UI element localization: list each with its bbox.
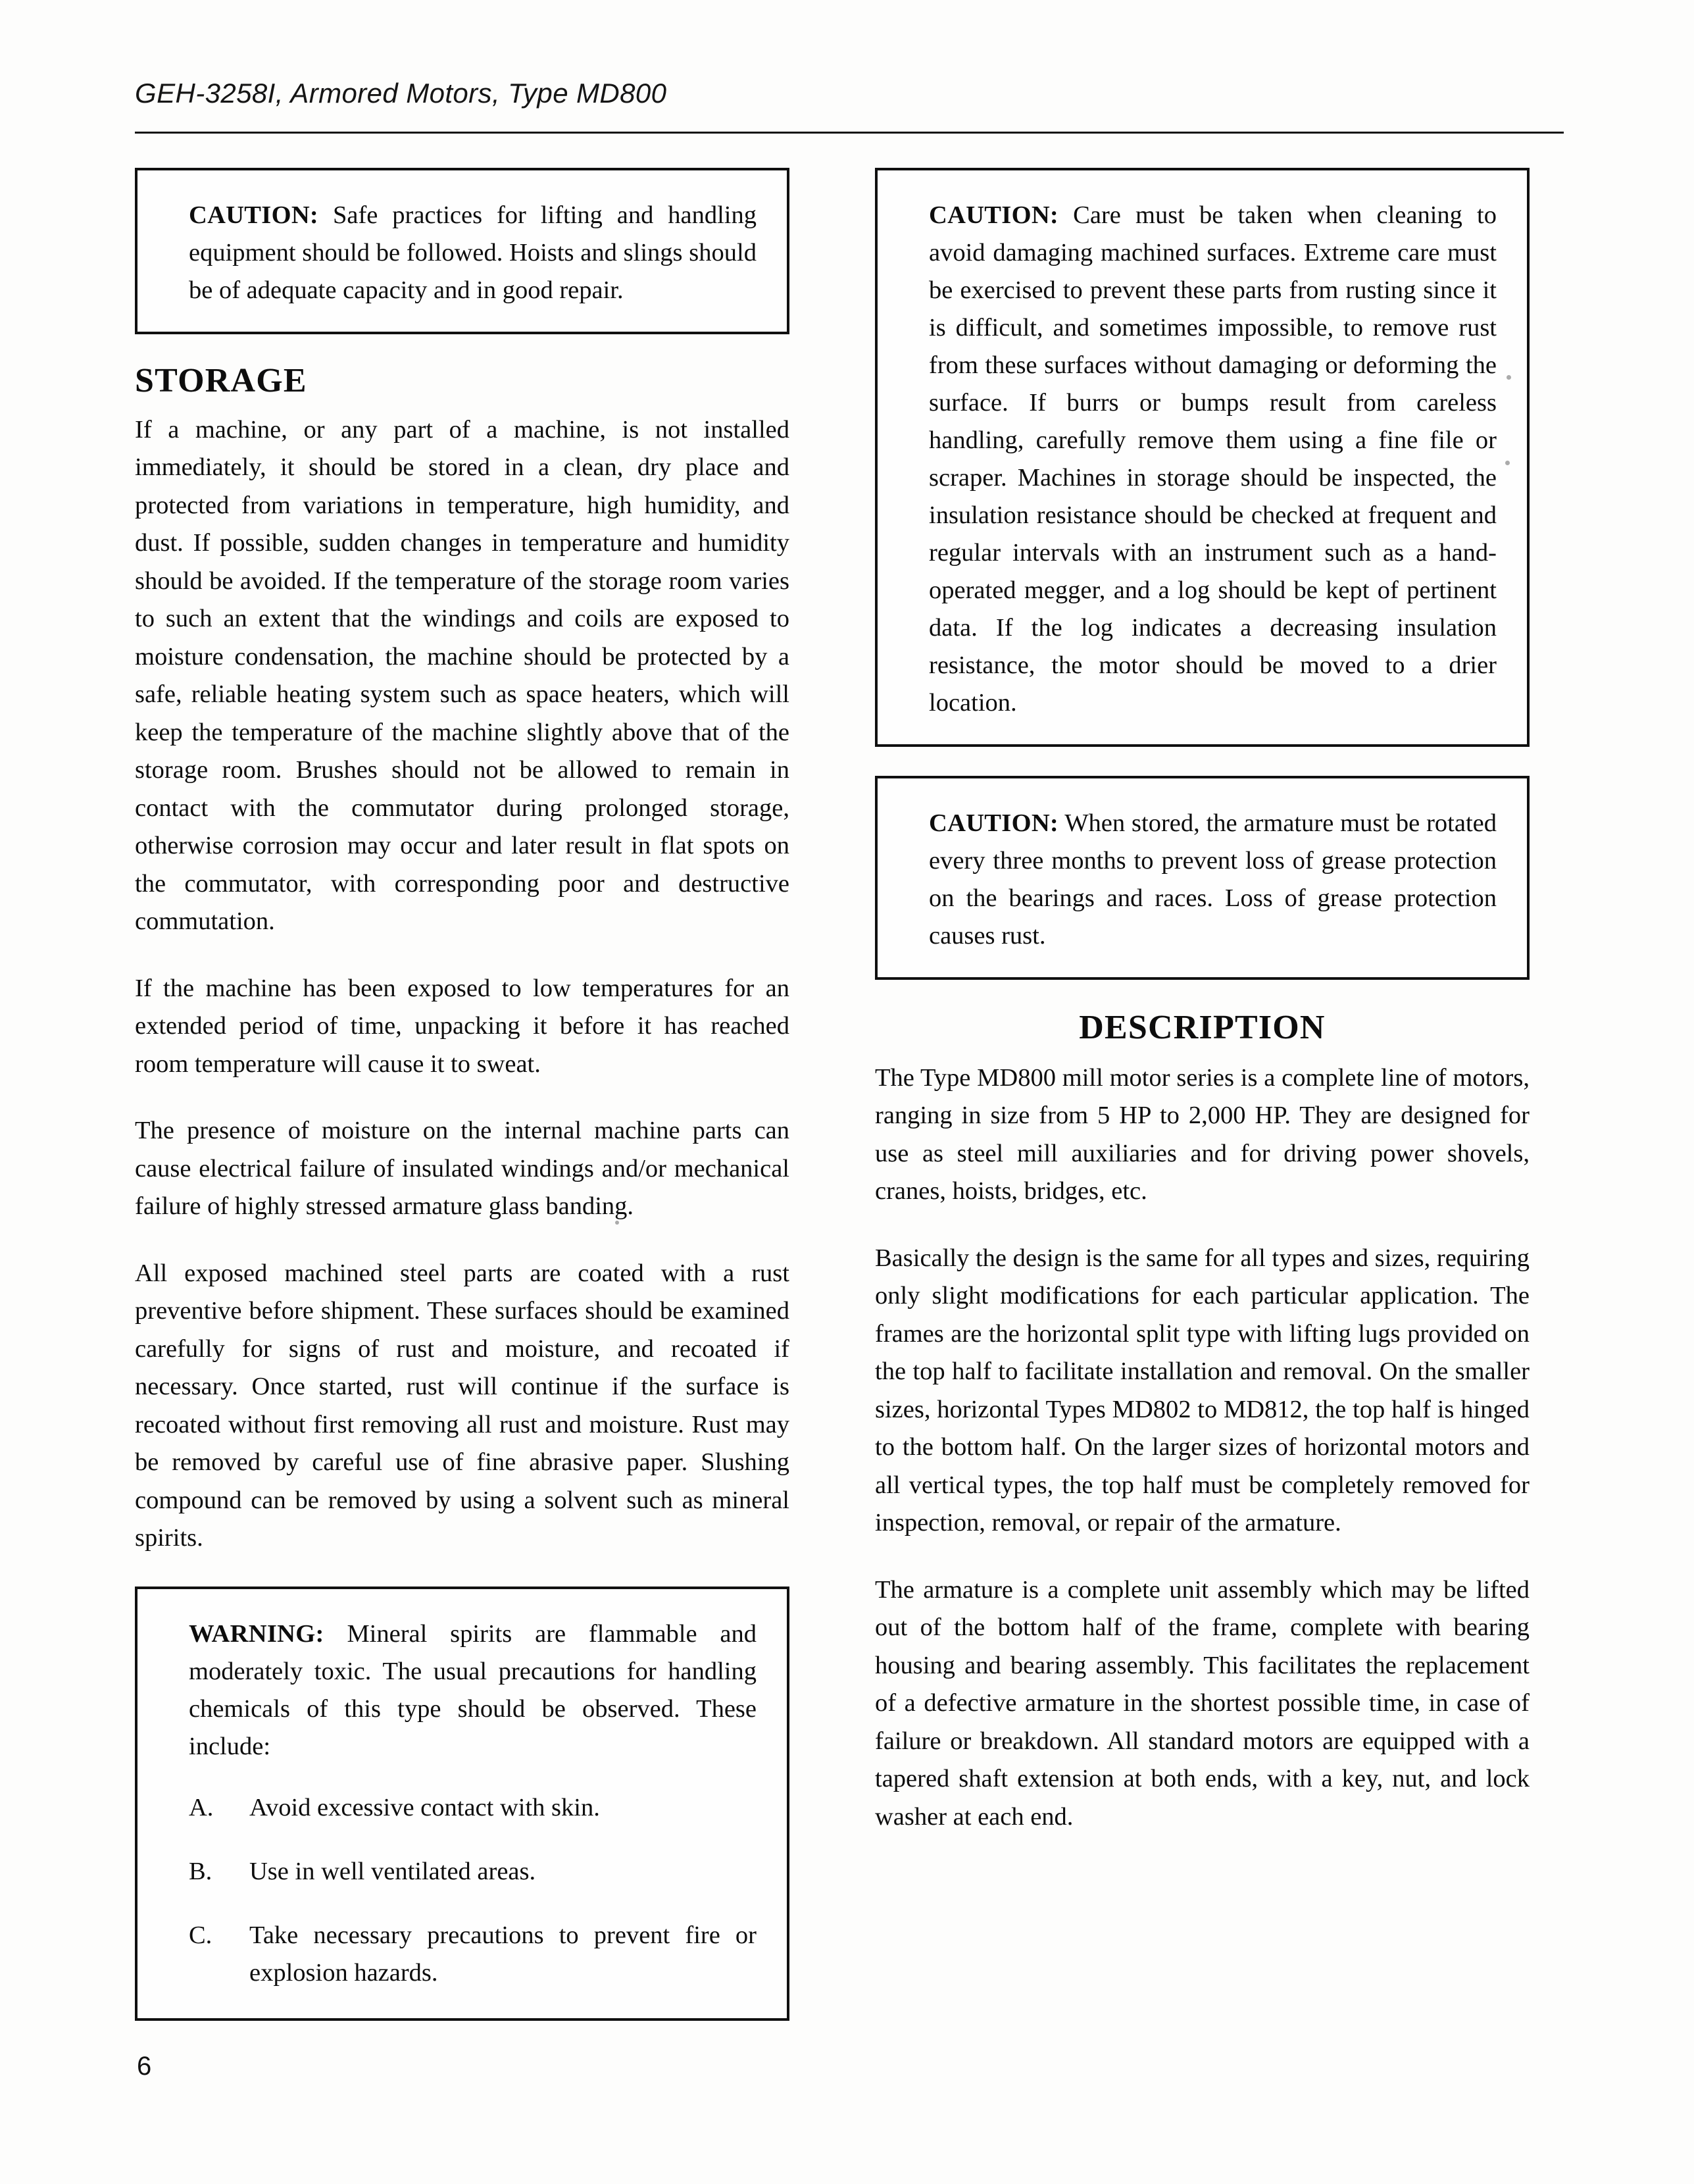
storage-paragraph-3: The presence of moisture on the internal machine parts can cause electrical failure of insulated windings and/or mechanical failure of highly stressed armature glass banding. (135, 1117, 789, 1221)
description-paragraph-1: The Type MD800 mill motor series is a complete line of motors, ranging in size from 5 HP to 2,000 HP. They are designed for use as steel mill auxiliaries and for driving power shovels, cranes, hoists, bridges, etc. (875, 1063, 1530, 1206)
list-item (189, 1853, 757, 1891)
caution-armature-text (929, 805, 1497, 955)
caution-label: CAUTION: (189, 201, 319, 229)
caution-box-armature (875, 776, 1530, 980)
left-column (135, 168, 789, 2050)
list-item-text: Avoid excessive contact with skin. (249, 1793, 600, 1821)
caution-box-cleaning (875, 168, 1530, 747)
caution-cleaning-body: Care must be taken when cleaning to avoid damaging machined surfaces. Extreme care must be exercised to prevent these parts from rusting since it is difficult, and sometimes impossible, to remove rust from these surfaces without damaging or deforming the surface. If burrs or bumps result from careless handling, carefully remove them using a fine file or scraper. Machines in storage should be inspected, the insulation resistance should be checked at frequent and regular intervals with an instrument such as a hand-operated megger, and a log should be kept of pertinent data. If the log indicates a decreasing insulation resistance, the motor should be moved to a drier location. (929, 201, 1497, 717)
right-column (875, 168, 1530, 1836)
caution-cleaning-text (929, 197, 1497, 722)
storage-heading: STORAGE (135, 362, 307, 399)
caution-lifting-body: Safe practices for lifting and handling equipment should be followed. Hoists and slings should be of adequate capacity and in good repair. (189, 201, 757, 304)
scan-speck (1505, 461, 1510, 465)
description-paragraph-2: Basically the design is the same for all types and sizes, requiring only slight modifications for each particular application. The frames are the horizontal split type with lifting lugs provided on the top half to facilitate installation and removal. On the smaller sizes, horizontal Types MD802 to MD812, the top half is hinged to the bottom half. On the larger sizes of horizontal motors and all vertical types, the top half must be completely removed for inspection, removal, or repair of the armature. (875, 1244, 1530, 1537)
description-heading: DESCRIPTION (1079, 1009, 1326, 1046)
list-item-text: Use in well ventilated areas. (249, 1857, 536, 1885)
list-item-marker: C. (189, 1921, 212, 1949)
caution-lifting-text (189, 197, 757, 309)
list-item (189, 1789, 757, 1827)
running-head: GEH-3258I, Armored Motors, Type MD800 (135, 78, 667, 109)
warning-label: WARNING: (189, 1619, 324, 1648)
list-item-marker: A. (189, 1793, 214, 1821)
caution-label: CAUTION: (929, 809, 1059, 837)
warning-body: Mineral spirits are flammable and moderately toxic. The usual precautions for handling chemicals of this type should be observed. These include: (189, 1619, 757, 1760)
list-item (189, 1917, 757, 1992)
caution-armature-body: When stored, the armature must be rotated every three months to prevent loss of grease protection on the bearings and races. Loss of grease protection causes rust. (929, 809, 1497, 950)
scan-speck (615, 1221, 619, 1225)
warning-box-mineral-spirits (135, 1587, 789, 2021)
caution-box-lifting (135, 168, 789, 334)
caution-label: CAUTION: (929, 201, 1059, 229)
scan-speck (1507, 375, 1511, 380)
warning-text (189, 1615, 757, 1765)
storage-paragraph-1: If a machine, or any part of a machine, is not installed immediately, it should be stored in a clean, dry place and protected from variations in temperature, high humidity, and dust. If possible, sudden changes in temperature and humidity should be avoided. If the temperature of the storage room varies to such an extent that the windings and coils are exposed to moisture condensation, the machine should be protected by a safe, reliable heating system such as space heaters, which will keep the temperature of the machine slightly above that of the storage room. Brushes should not be allowed to remain in contact with the commutator during prolonged storage, otherwise corrosion may occur and later result in flat spots on the commutator, with corresponding poor and destructive commutation. (135, 415, 789, 936)
header-rule (135, 132, 1564, 134)
list-item-text: Take necessary precautions to prevent fire or explosion hazards. (249, 1921, 757, 1987)
list-item-marker: B. (189, 1857, 212, 1885)
storage-paragraph-2: If the machine has been exposed to low temperatures for an extended period of time, unpacking it before it has reached room temperature will cause it to sweat. (135, 974, 789, 1078)
description-paragraph-3: The armature is a complete unit assembly which may be lifted out of the bottom half of the frame, complete with bearing housing and bearing assembly. This facilitates the replacement of a defective armature in the shortest possible time, in case of failure or breakdown. All standard motors are equipped with a tapered shaft extension at both ends, with a key, nut, and lock washer at each end. (875, 1575, 1530, 1831)
storage-paragraph-4: All exposed machined steel parts are coated with a rust preventive before shipment. These surfaces should be examined carefully for signs of rust and moisture, and recoated if necessary. Once started, rust will continue if the surface is recoated without first removing all rust and moisture. Rust may be removed by careful use of fine abrasive paper. Slushing compound can be removed by using a solvent such as mineral spirits. (135, 1259, 789, 1552)
page-number: 6 (137, 2052, 152, 2081)
warning-precaution-list (189, 1789, 757, 1992)
